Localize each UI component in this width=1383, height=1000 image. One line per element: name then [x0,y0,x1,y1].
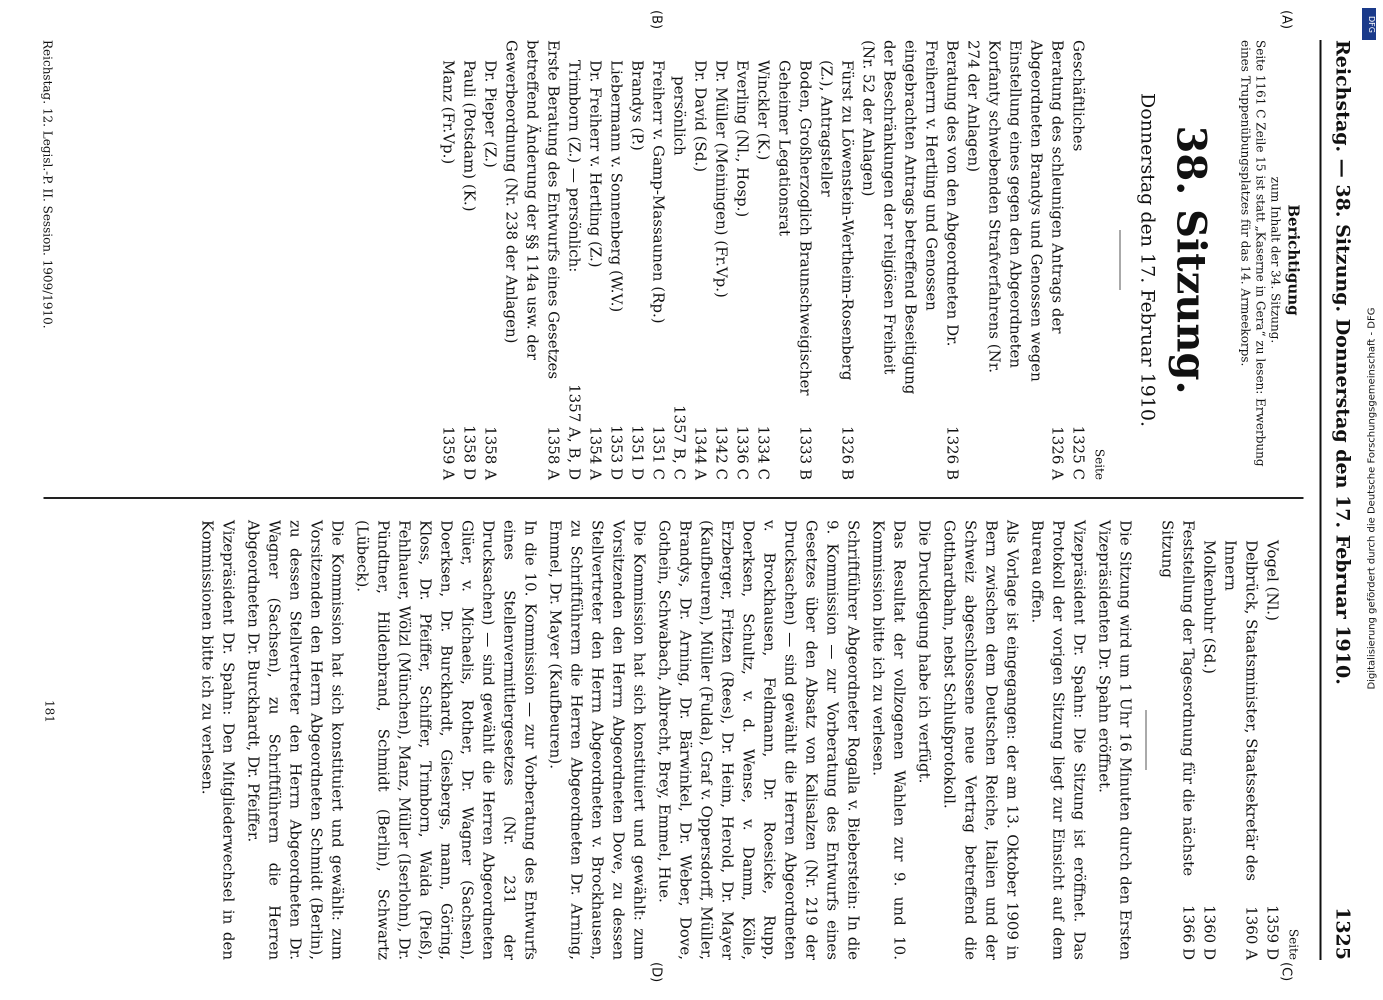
toc-entry-title: Molkenbuhr (Sd.) [1200,540,1218,675]
toc-entry [458,40,479,480]
toc-entry-page: 1357 B, C [670,405,688,480]
running-head-title: Reichstag. — 38. Sitzung. Donnerstag den 17. Februar 1910. [1331,40,1353,685]
paragraph: Als Vorlage ist eingegangen: der am 13. Oktober 1909 in Bern zwischen dem Deutschen Reiche, Italien und der Schweiz abgeschlossene neue Vertrag betreffend die Gotthardbahn, nebst Schlußprotokoll. [940,520,1021,960]
table-of-contents [437,40,1088,480]
toc-entry [584,40,605,480]
toc-entry-page: 1333 B [796,426,814,480]
toc-entry [1219,520,1261,960]
correction-heading: Berichtigung [1284,204,1302,316]
toc-entry-title: Liebermann v. Sonnenberg (W.V.) [607,60,625,313]
toc-entry-page: 1351 C [649,425,667,480]
toc-entry [689,40,710,480]
toc-entry-title: Trimborn (Z.) — persönlich: [565,60,583,273]
dfg-logo: DFG [1362,8,1376,40]
footer-imprint: Reichstag. 12. Legisl.-P. II. Session. 1909/1910. [40,40,54,329]
toc-entry [647,40,668,480]
toc-entry-page: 1326 A [1048,426,1066,480]
toc-entry-title: Everling (Nl., Hosp.) [733,60,751,218]
left-column [437,40,1303,480]
toc-entry-title: Dr. David (Sd.) [691,60,709,173]
toc-entry-title: Dr. Müller (Meiningen) (Fr.Vp.) [712,60,730,298]
toc-entry [605,40,626,480]
margin-marker-c: (C) [1278,962,1293,982]
toc-entry [1198,520,1219,960]
toc-entry [500,40,563,480]
toc-entry-page: 1358 A [544,426,562,480]
paragraph: Vizepräsident Dr. Spahn: Den Mitgliederwechsel in den Kommissionen bitte ich zu verlesen. [198,520,237,960]
toc-entry-title: Boden, Großherzoglich Braunschweigischer Geheimer Legationsrat [775,60,814,396]
toc-entry [857,40,962,480]
column-divider [43,497,1303,499]
toc-entry [710,40,731,480]
toc-entry-page: 1360 D [1200,905,1218,960]
paragraph: Schriftführer Abgeordneter Rogalla v. Bieberstein: In die 9. Kommission — zur Vorberatung des Entwurfs eines Gesetzes über den Absatz von Kalisalzen (Nr. 219 der Drucksachen) — sind gewählt die Herren Abgeordneten v. Brockhausen, Feldmann, Dr. Roesicke, Rupp, Doerksen, Schultz, v. d. Wense, v. Damm, Kölle, Erzberger, Fritzen (Rees), Dr. Heim, Herold, Dr. Mayer (Kaufbeuren), Müller (Fulda), Graf v. Oppersdorff, Müller, Brandys, Dr. Arning, Dr. Bärwinkel, Dr. Weber, Dove, Gothein, Schwabach, Albrecht, Brey, Emmel, Hue. [655,520,862,960]
toc-entry-title: Dr. Freiherr v. Hertling (Z.) [586,60,604,268]
paragraph: Das Resultat der vollzogenen Wahlen zur 9. und 10. Kommission bitte ich zu verlesen. [869,520,908,960]
paragraph: Die Sitzung wird um 1 Uhr 16 Minuten durch den Ersten Vizepräsidenten Dr. Spahn eröffnet. [1095,520,1134,960]
toc-entry [668,40,689,480]
dfg-credit-text: Digitalisierung gefördert durch die Deutsche Forschungsgemeinschaft - DFG [1366,307,1378,690]
toc-page-label: Seite [1092,448,1106,480]
toc-entry-title: Vogel (Nl.) [1263,540,1281,621]
toc-entry-page: 1354 A [586,426,604,480]
toc-entry-page: 1359 D [1263,905,1281,960]
margin-marker-d: (D) [648,962,663,983]
toc-entry-title: Fürst zu Löwenstein-Wertheim-Rosenberg (Z.), Antragsteller [817,60,856,381]
correction-text: Seite 1161 C Zeile 15 ist statt „Kaserne in Gera“ zu lesen: Erwerbung eines Truppenübungsplatzes für das 14. Armeekorps. [1238,40,1267,467]
toc-entry-title: Beratung des von den Abgeordneten Dr. Freiherrn v. Hertling und Genossen eingebrachten Antrags betreffend Beseitigung der Beschränkungen der religiösen Freiheit (Nr. 52 der Anlagen) [859,40,961,395]
toc-entry-title: Erste Beratung des Entwurfs eines Gesetzes betreffend Änderung der §§ 114a usw. der Gewerbeordnung (Nr. 238 der Anlagen) [502,40,562,380]
running-head [1323,40,1353,960]
toc-entry [437,40,458,480]
toc-entry [962,40,1067,480]
toc-entry-title: Manz (Fr.Vp.) [439,60,457,165]
toc-entry-page: 1353 D [607,425,625,480]
toc-page-label-right: Seite [1286,928,1300,960]
paragraph: Die Kommission hat sich konstituiert und gewählt: zum Vorsitzenden den Herrn Abgeordneten Dove, zu dessen Stellvertreter den Herrn Abgeordneten v. Brockhausen, zu Schriftführern die Herren Abgeordneten Dr. Arning, Emmel, Dr. Mayer (Kaufbeuren). [546,520,648,960]
toc-entry-title: Geschäftliches [1069,40,1087,152]
toc-entry-page: 1326 B [838,426,856,480]
toc-entry [752,40,773,480]
toc-entry [1067,40,1088,480]
divider [1145,710,1146,770]
toc-entry-page: 1357 A, B, D [565,384,583,480]
toc-entry [626,40,647,480]
toc-entry-page: 1359 A [439,426,457,480]
toc-entry-page: 1326 B [943,426,961,480]
header-rule [1319,40,1321,960]
toc-entry-title: Beratung des schleunigen Antrags der Abgeordneten Brandys und Genossen wegen Einstellung eines gegen den Abgeordneten Korfanty schwebenden Strafverfahrens (Nr. 274 der Anlagen) [964,40,1066,382]
page-number: 1325 [1331,907,1353,960]
toc-entry-page: 1360 A [1242,906,1260,960]
toc-entry [1261,520,1282,960]
toc-entry [773,40,815,480]
divider [1119,230,1120,290]
dfg-credit [1362,8,1376,988]
toc-entry [731,40,752,480]
correction-subheading: zum Inhalt der 34. Sitzung. [1268,176,1282,344]
table-of-contents-continued [1156,520,1282,960]
toc-entry-page: 1344 A [691,426,709,480]
toc-entry [479,40,500,480]
toc-entry-title: Freiherr v. Gamp-Massaunen (Rp.) [649,60,667,324]
session-date: Donnerstag den 17. Februar 1910. [1136,92,1158,428]
toc-entry-title: Dr. Pieper (Z.) [481,60,499,168]
toc-entry-title: persönlich [670,76,688,156]
proceedings-text [196,520,1135,960]
toc-entry-title: Winckler (K.) [754,60,772,161]
toc-entry-page: 1325 C [1069,425,1087,480]
paragraph: Die Kommission hat sich konstituiert und gewählt: zum Vorsitzenden den Herrn Abgeordneten Schmidt (Berlin), zu dessen Stellvertreter den Herrn Abgeordneten Dr. Wagner (Sachsen), zu Schriftführern die Herren Abgeordneten Dr. Burckhardt, Dr. Pfeiffer. [244,520,346,960]
toc-entry [815,40,857,480]
toc-entry-page: 1351 D [628,425,646,480]
toc-entry [563,40,584,480]
toc-entry-title: Delbrück, Staatsminister, Staatssekretär des Innern [1221,540,1260,881]
paragraph: Vizepräsident Dr. Spahn: Die Sitzung ist eröffnet. Das Protokoll der vorigen Sitzung liegt zur Einsicht auf dem Bureau offen. [1028,520,1088,960]
session-title: 38. Sitzung. [1167,125,1214,395]
margin-marker-a: (A) [1278,10,1293,30]
toc-entry-title: Feststellung der Tagesordnung für die nächste Sitzung [1158,520,1197,877]
toc-entry-title: Brandys (P.) [628,60,646,151]
toc-entry-title: Pauli (Potsdam) (K.) [460,60,478,212]
toc-entry [1156,520,1198,960]
toc-entry-page: 1334 C [754,425,772,480]
margin-marker-b: (B) [648,10,663,30]
toc-entry-page: 1358 D [460,425,478,480]
toc-entry-page: 1366 D [1179,905,1197,960]
toc-entry-page: 1342 C [712,425,730,480]
paragraph: Die Drucklegung habe ich verfügt. [915,520,933,784]
right-column [192,520,1303,960]
toc-entry-page: 1358 A [481,426,499,480]
paragraph: In die 10. Kommission — zur Vorberatung des Entwurfs eines Stellenvermittlergesetzes (Nr. 231 der Drucksachen) — sind gewählt die Herren Abgeordneten Glüer, v. Michaelis, Rother, Dr. Wagner (Sachsen), Doerksen, Dr. Burckhardt, Giesbergs, mann, Göring, Kloss, Dr. Pfeiffer, Schiffer, Trimborn, Waida (Pieß), Fehlhauer, Wölzl (München), Manz, Müller (Iserlohn), Dr. Pündtner, Hildenbrand, Schmidt (Berlin), Schwartz (Lübeck). [353,520,539,960]
signature-number: 181 [42,700,56,723]
toc-entry-page: 1336 C [733,425,751,480]
